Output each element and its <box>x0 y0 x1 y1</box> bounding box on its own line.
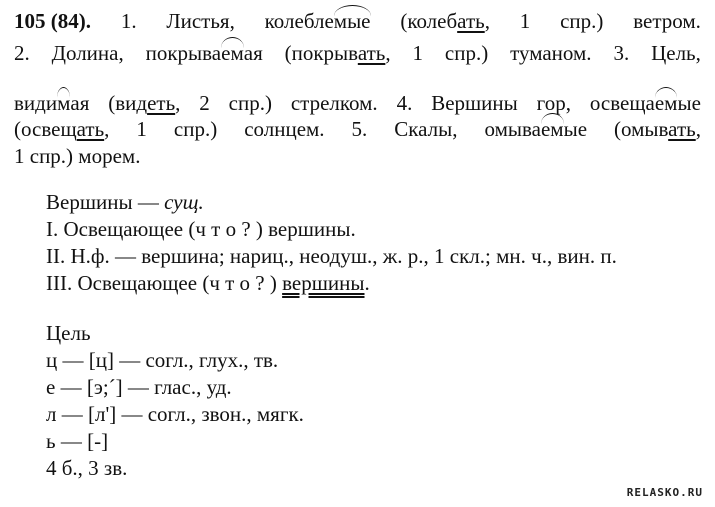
word-participle: освещаемые <box>589 91 701 115</box>
word-infinitive: (освещать, <box>14 117 110 141</box>
word-infinitive: (покрывать, <box>284 41 391 65</box>
watermark: RELASKO.RU <box>626 486 703 499</box>
suffix-arc: ем <box>221 41 244 65</box>
exercise-number: 105 (84). <box>14 9 91 33</box>
word: 1 <box>412 41 423 65</box>
phonetic-row: ц — [ц] — согл., глух., тв. <box>46 348 279 372</box>
word: ветром. <box>633 9 701 33</box>
word: Вершины <box>431 91 518 115</box>
word: спр.) <box>228 91 272 115</box>
phonetic-row: ь — [-] <box>46 429 109 453</box>
parsed-word: вершины <box>268 217 351 241</box>
word: Долина, <box>51 41 124 65</box>
word: спр.) <box>560 9 604 33</box>
parsing-row-3: III. Освещающее (ч т о ? ) вершины. <box>46 271 370 295</box>
word: Цель, <box>651 41 701 65</box>
analysis-heading <box>46 189 204 215</box>
sentence-number: 4. <box>396 91 413 115</box>
parsing-row-2: II. Н.ф. — вершина; нариц., неодуш., ж. р., 1 скл.; мн. ч., вин. п. <box>46 244 617 268</box>
part-of-speech: сущ. <box>164 190 204 214</box>
suffix-arc: мые <box>333 9 371 33</box>
suffix-arc: ем <box>540 117 564 141</box>
exercise-line-5: 1 спр.) морем. <box>14 144 141 168</box>
word: гор, <box>536 91 571 115</box>
word-infinitive: (омывать, <box>614 117 701 141</box>
word: Листья, <box>166 9 235 33</box>
word: спр.) <box>444 41 489 65</box>
sentence-number: 3. <box>613 41 630 65</box>
analysis-word: Вершины — <box>46 190 159 214</box>
suffix-arc: ем <box>654 91 678 115</box>
exercise-line-2 <box>14 40 701 66</box>
word: 2 <box>199 91 210 115</box>
phonetic-word: Цель <box>46 321 91 345</box>
parsed-word-underlined: вершины <box>282 271 365 295</box>
suffix-arc: м <box>57 91 71 115</box>
word-infinitive: (колебать, <box>400 9 490 33</box>
exercise-line-1 <box>14 8 701 34</box>
word: 1 <box>519 9 531 33</box>
phonetic-row: л — [л'] — согл., звон., мягк. <box>46 402 304 426</box>
word: Скалы, <box>394 117 458 141</box>
sentence-number: 2. <box>14 41 30 65</box>
word-infinitive: (видеть, <box>108 91 181 115</box>
word: солнцем. <box>244 117 325 141</box>
exercise-line-4 <box>14 116 701 142</box>
word-participle: колеблемые <box>264 9 371 33</box>
sentence-number: 1. <box>120 9 137 33</box>
word-participle: омываемые <box>484 117 588 141</box>
word-participle: покрываемая <box>145 41 263 65</box>
phonetic-summary: 4 б., 3 зв. <box>46 456 128 480</box>
word-participle: видимая <box>14 91 90 115</box>
sentence-number: 5. <box>351 117 368 141</box>
word: 1 <box>136 117 147 141</box>
word: туманом. <box>510 41 592 65</box>
exercise-line-3 <box>14 90 701 116</box>
word: спр.) <box>173 117 218 141</box>
phonetic-row: е — [э;´] — глас., уд. <box>46 375 232 399</box>
word: стрелком. <box>290 91 378 115</box>
parsing-row-1: I. Освещающее (ч т о ? ) вершины. <box>46 217 356 241</box>
